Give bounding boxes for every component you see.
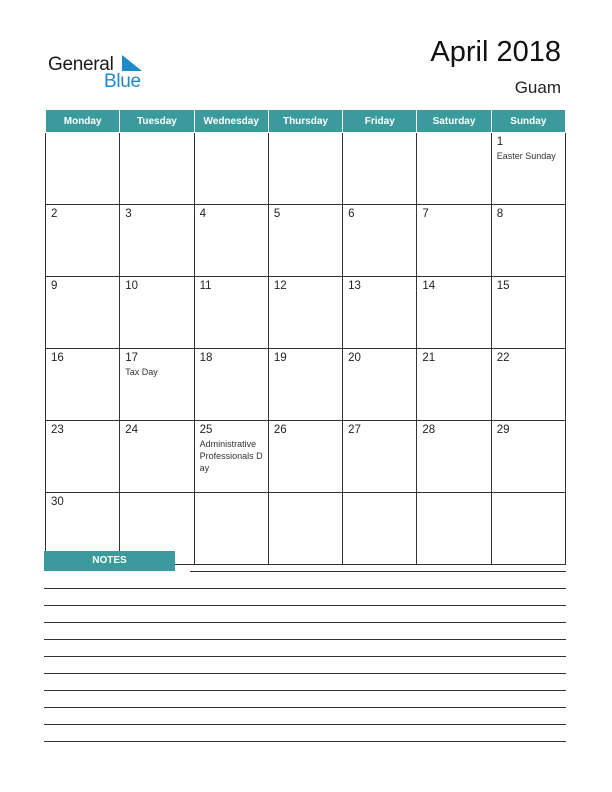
- day-cell: [268, 349, 342, 421]
- day-number: 10: [125, 280, 139, 292]
- day-number: 12: [273, 280, 287, 292]
- day-cell: [417, 493, 491, 565]
- notes-line: [44, 707, 566, 708]
- week-row: [46, 349, 566, 421]
- day-number: 4: [199, 208, 206, 220]
- weekday-header-row: [46, 110, 566, 133]
- day-cell: [491, 421, 565, 493]
- day-cell: [194, 133, 268, 205]
- logo-triangle-icon: [120, 55, 142, 71]
- day-number: 14: [422, 280, 436, 292]
- day-cell: [120, 277, 194, 349]
- day-cell: [491, 493, 565, 565]
- day-number: 18: [199, 352, 213, 364]
- day-cell: [343, 205, 417, 277]
- day-cell: [194, 205, 268, 277]
- notes-line: [190, 571, 566, 572]
- holiday-label: Easter Sunday: [496, 151, 556, 161]
- notes-line: [44, 724, 566, 725]
- day-cell: [268, 205, 342, 277]
- day-cell: [417, 133, 491, 205]
- calendar-body: [46, 133, 566, 565]
- day-cell: [46, 133, 120, 205]
- notes-line: [44, 656, 566, 657]
- day-cell: [417, 349, 491, 421]
- brand-logo: [48, 52, 158, 92]
- day-cell: [268, 421, 342, 493]
- day-cell: [46, 205, 120, 277]
- notes-label: NOTES: [44, 551, 175, 571]
- day-cell: [46, 349, 120, 421]
- weekday-thursday: Thursday: [268, 110, 342, 133]
- weekday-saturday: Saturday: [417, 110, 491, 133]
- day-cell: [343, 421, 417, 493]
- day-number: 15: [496, 280, 510, 292]
- day-number: 13: [348, 280, 361, 292]
- day-cell: [417, 205, 491, 277]
- day-number: 24: [125, 424, 139, 436]
- week-row: [46, 205, 566, 277]
- holiday-label: Tax Day: [125, 367, 158, 377]
- day-cell: [120, 205, 194, 277]
- day-number: 21: [422, 352, 436, 364]
- day-number: 6: [348, 208, 355, 220]
- notes-line: [44, 673, 566, 674]
- region-name: Guam: [514, 78, 561, 97]
- notes-line: [44, 690, 566, 691]
- day-cell: [194, 421, 268, 493]
- day-number: 28: [422, 424, 436, 436]
- day-number: 20: [348, 352, 361, 364]
- day-cell: [268, 133, 342, 205]
- notes-line: [44, 741, 566, 742]
- day-cell: [491, 205, 565, 277]
- weekday-monday: Monday: [46, 110, 120, 133]
- weekday-sunday: Sunday: [491, 110, 565, 133]
- day-cell: [46, 277, 120, 349]
- day-number: 5: [273, 208, 281, 220]
- notes-line: [44, 622, 566, 623]
- day-number: 11: [199, 280, 212, 292]
- day-number: 29: [496, 424, 510, 436]
- day-cell: [268, 493, 342, 565]
- day-number: 3: [125, 208, 132, 220]
- day-number: 23: [51, 424, 64, 436]
- day-number: 19: [273, 352, 287, 364]
- day-number: 17: [125, 352, 139, 364]
- day-number: 22: [496, 352, 510, 364]
- day-number: 8: [496, 208, 504, 220]
- day-cell: [120, 349, 194, 421]
- day-number: 7: [422, 208, 429, 220]
- day-cell: [120, 133, 194, 205]
- notes-line: [44, 588, 566, 589]
- day-number: 25: [199, 424, 213, 436]
- day-cell: [417, 277, 491, 349]
- day-cell: [343, 493, 417, 565]
- day-number: 2: [51, 208, 58, 220]
- day-number: 26: [273, 424, 287, 436]
- day-cell: [194, 493, 268, 565]
- day-number: 30: [51, 496, 64, 508]
- weekday-wednesday: Wednesday: [194, 110, 268, 133]
- day-cell: [194, 349, 268, 421]
- logo-text-general: General: [48, 54, 114, 75]
- day-cell: [194, 277, 268, 349]
- day-cell: [343, 277, 417, 349]
- day-cell: [491, 349, 565, 421]
- page-title: April 2018: [430, 36, 561, 68]
- holiday-label: Administrative Professionals Day: [199, 439, 263, 473]
- day-cell: [268, 277, 342, 349]
- weekday-tuesday: Tuesday: [120, 110, 194, 133]
- week-row: [46, 133, 566, 205]
- day-cell: [46, 421, 120, 493]
- weekday-friday: Friday: [343, 110, 417, 133]
- notes-line: [44, 639, 566, 640]
- day-number: 16: [51, 352, 64, 364]
- notes-line: [44, 605, 566, 606]
- calendar-grid: [45, 109, 566, 565]
- day-number: 9: [51, 280, 58, 292]
- day-cell: [417, 421, 491, 493]
- day-cell: [343, 133, 417, 205]
- day-cell: [343, 349, 417, 421]
- day-number: 1: [496, 136, 504, 148]
- week-row: [46, 277, 566, 349]
- day-number: 27: [348, 424, 361, 436]
- logo-text-blue: Blue: [104, 71, 141, 92]
- day-cell: [491, 277, 565, 349]
- day-cell: [120, 421, 194, 493]
- day-cell: [491, 133, 565, 205]
- week-row: [46, 421, 566, 493]
